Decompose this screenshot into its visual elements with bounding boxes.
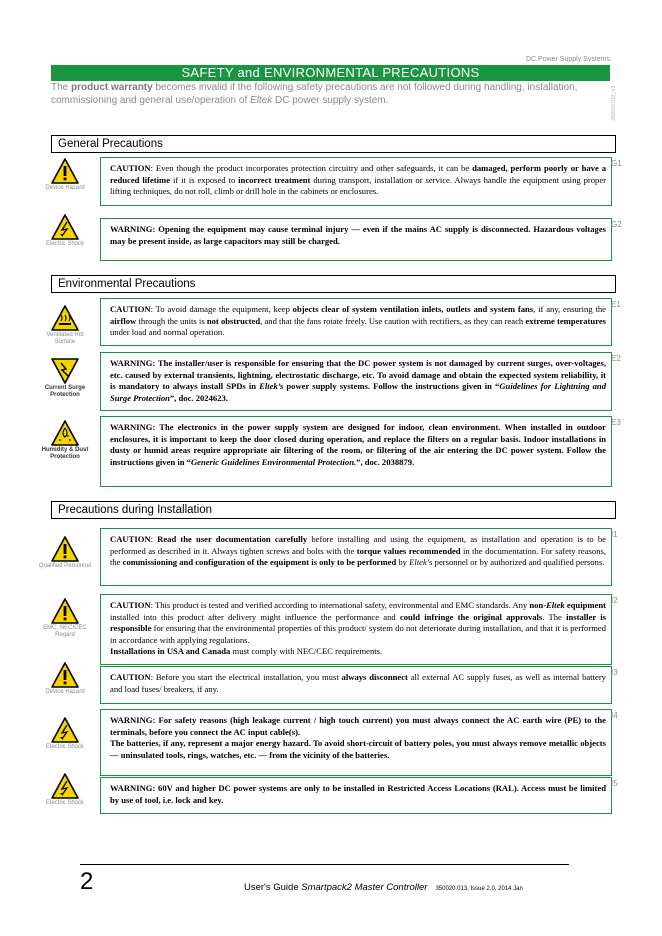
warning-box-e2: WARNING: The installer/user is responsible for ensuring that the DC power system is not damaged by current surges, over-voltages, etc. caused by external transients, lightning, electrostatic discharge, etc. To avoid damage and obtain the expected system reliability, it is mandatory to always install SPDs in Eltek’s power supply systems. Follow the instructions given in “Guidelines for Lightning and Surge Protection”, doc. 2024623. xyxy=(100,352,612,411)
code-e2: E2 xyxy=(611,354,621,363)
i5-icon-wrap xyxy=(36,773,94,807)
e2-icon-wrap xyxy=(36,358,94,399)
g1-icon-wrap xyxy=(36,158,94,192)
footer-divider xyxy=(80,864,569,865)
intro-paragraph: The product warranty becomes invalid if the following safety precautions are not followed during handling, installation, commissioning and general use/operation of Eltek DC power supply system. xyxy=(51,82,578,106)
e3-icon-wrap xyxy=(36,420,94,461)
warning-triangle-icon xyxy=(51,158,79,184)
page-number: 2 xyxy=(80,868,94,895)
e2-icon-label: Current Surge Protection xyxy=(44,385,86,398)
i2-icon-wrap xyxy=(36,598,94,639)
code-g2: G2 xyxy=(611,220,622,229)
warning-triangle-icon xyxy=(51,598,79,624)
section-environmental-precautions: Environmental Precautions xyxy=(51,275,616,293)
vertical-doc-code: 350020.013_V3 xyxy=(611,85,617,121)
code-e3: E3 xyxy=(611,418,621,427)
caution-box-i3: CAUTION: Before you start the electrical installation, you must always disconnect all external AC supply fuses, as well as internal battery and load fuses/ breakers, if any. xyxy=(100,666,612,704)
i4-icon-label: Electric Shock xyxy=(45,744,84,750)
i1-icon-label: Qualified Personnel xyxy=(38,563,92,569)
caution-box-i2: CAUTION: This product is tested and verified according to international safety, environmental and EMC standards. Any non-Eltek equipment installed into this product after delivery might influence the performance and could infringe the original approvals. The installer is responsible for ensuring that the environmental properties of this product/ system do not deteriorate during installation, and that it is performed in accordance with applying regulations. Installations in USA and Canada must comply with NEC/CEC requirements. xyxy=(100,594,612,665)
i1-icon-wrap xyxy=(36,536,94,570)
g2-icon-label: Electric Shock xyxy=(45,241,84,247)
surge-protection-icon xyxy=(51,358,79,384)
caution-box-e1: CAUTION: To avoid damage the equipment, keep objects clear of system ventilation inlets, outlets and system fans, if any, ensuring the airflow through the units is not obstructed, and that the fans rotate freely. Use caution with rectifiers, as they can reach extreme temperatures under load and normal operation. xyxy=(100,298,612,346)
electric-shock-icon xyxy=(51,773,79,799)
e1-icon-wrap xyxy=(36,305,94,346)
code-i1: I1 xyxy=(611,530,618,539)
electric-shock-icon xyxy=(51,717,79,743)
humidity-dust-icon xyxy=(51,420,79,446)
e3-icon-label: Humidity & Dust Protection xyxy=(41,447,89,460)
electric-shock-icon xyxy=(51,214,79,240)
g1-icon-label: Device Hazard xyxy=(45,185,85,191)
warning-triangle-icon xyxy=(51,536,79,562)
code-g1: G1 xyxy=(611,159,622,168)
warning-box-i5: WARNING: 60V and higher DC power systems are only to be installed in Restricted Access Locations (RAL). Access must be limited by use of tool, i.e. lock and key. xyxy=(100,777,612,814)
code-i3: I3 xyxy=(611,668,618,677)
warning-box-i4: WARNING: For safety reasons (high leakage current / high touch current) you must always connect the AC earth wire (PE) to the terminals, before you connect the AC input cable(s). The batteries, if any, represent a major energy hazard. To avoid short-circuit of battery poles, you must always remove metallic objects — uninsulated tools, rings, watches, etc. — from the vicinity of the batteries. xyxy=(100,709,612,776)
e1-icon-label: Ventilated Hot Surface xyxy=(46,332,84,345)
hot-surface-icon xyxy=(51,305,79,331)
i2-icon-label: EMC, NEC/CEC Regard xyxy=(43,625,87,638)
code-i5: I5 xyxy=(611,779,618,788)
footer-doc-title: User's Guide Smartpack2 Master Controller 350020.013, Issue 2.0, 2014 Jan xyxy=(244,882,523,893)
i4-icon-wrap xyxy=(36,717,94,751)
i3-icon-label: Device Hazard xyxy=(45,689,85,695)
warning-box-g2: WARNING: Opening the equipment may cause terminal injury — even if the mains AC supply is disconnected. Hazardous voltages may be present inside, as large capacitors may still be charged. xyxy=(100,218,612,261)
warning-triangle-icon xyxy=(51,662,79,688)
i5-icon-label: Electric Shock xyxy=(45,800,84,806)
warning-box-e3: WARNING: The electronics in the power supply system are designed for indoor, clean environment. When installed in outdoor enclosures, it is important to keep the door closed during operation, and replace the filters on a regular basis. Indoor installations in dusty or humid areas require appropriate air filtering of the room, or filtering of the air entering the DC power system. Follow the instructions given in “Generic Guidelines Environmental Protection.”, doc. 2038879. xyxy=(100,416,612,487)
caution-box-i1: CAUTION: Read the user documentation carefully before installing and using the equipment, as installation and operation is to be performed as described in it. Always tighten screws and bolts with the torque values recommended in the documentation. For safety reasons, the commissioning and configuration of the equipment is only to be performed by Eltek’s personnel or by authorized and qualified persons. xyxy=(100,528,612,586)
page-title: SAFETY and ENVIRONMENTAL PRECAUTIONS xyxy=(51,65,610,81)
code-e1: E1 xyxy=(611,300,621,309)
i3-icon-wrap xyxy=(36,662,94,696)
caution-box-g1: CAUTION: Even though the product incorporates protection circuitry and other safeguards, it can be damaged, perform poorly or have a reduced lifetime if it is exposed to incorrect treatment during transport, installation or service. Always handle the equipment using proper lifting techniques, do not roll, climb or drill hole in the cabinets or enclosures. xyxy=(100,157,612,206)
section-general-precautions: General Precautions xyxy=(51,135,616,153)
code-i4: I4 xyxy=(611,711,618,720)
footer-doc-ref: 350020.013, Issue 2.0, 2014 Jan xyxy=(435,886,523,892)
code-i2: I2 xyxy=(611,596,618,605)
g2-icon-wrap xyxy=(36,214,94,248)
header-doc-category: DC Power Supply Systems xyxy=(525,56,610,63)
section-installation-precautions: Precautions during Installation xyxy=(51,501,616,519)
